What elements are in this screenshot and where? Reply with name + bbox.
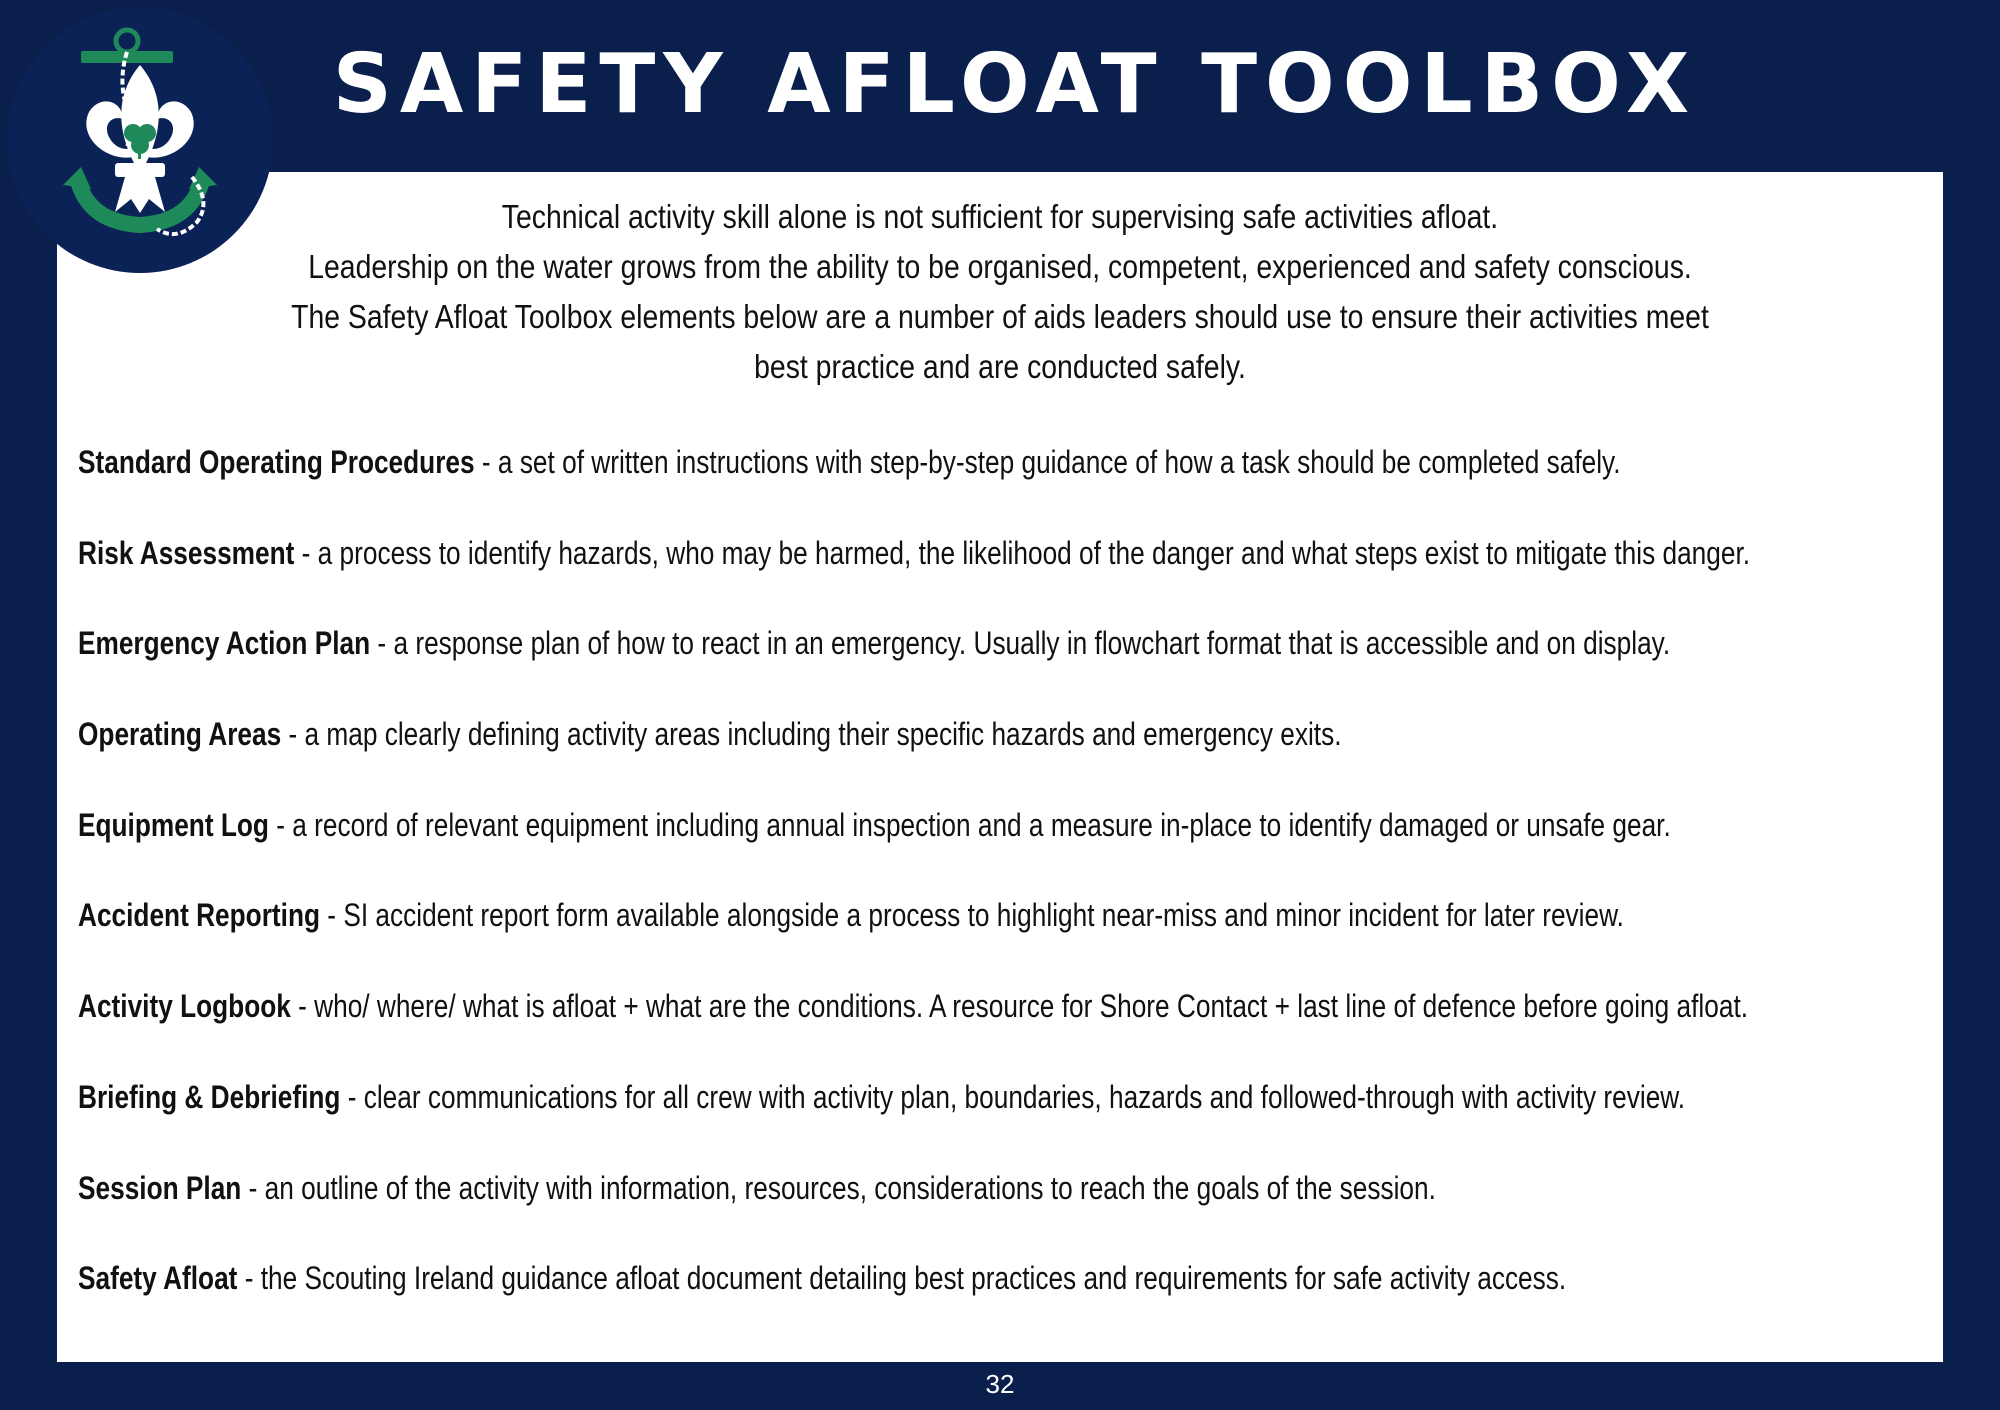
toolbox-list [78, 440, 1841, 1347]
item-description: - who/ where/ what is afloat + what are the conditions. A resource for Shore Contact + last line of defence before going afloat. [290, 988, 1749, 1025]
list-item [78, 1256, 1841, 1347]
list-item [78, 621, 1841, 712]
intro-line: The Safety Afloat Toolbox elements below are a number of aids leaders should use to ensure their activities meet [291, 298, 1709, 335]
item-description: - the Scouting Ireland guidance afloat document detailing best practices and requirements for safe activity access. [237, 1260, 1567, 1297]
item-term: Session Plan [78, 1169, 242, 1206]
list-item [78, 803, 1841, 894]
item-term: Standard Operating Procedures [78, 444, 475, 480]
intro-line: best practice and are conducted safely. [754, 348, 1246, 385]
list-item [78, 893, 1841, 984]
page-title: SAFETY AFLOAT TOOLBOX [332, 37, 1698, 132]
item-description: - a map clearly defining activity areas including their specific hazards and emergency exits. [281, 716, 1342, 753]
item-term: Operating Areas [78, 716, 282, 753]
scouting-ireland-sea-scouts-logo-icon [7, 7, 273, 273]
item-description: - an outline of the activity with information, resources, considerations to reach the goals of the session. [241, 1169, 1436, 1206]
item-description: - a process to identify hazards, who may be harmed, the likelihood of the danger and what steps exist to mitigate this danger. [294, 534, 1751, 571]
item-term: Safety Afloat [78, 1260, 238, 1297]
list-item [78, 984, 1841, 1075]
item-term: Emergency Action Plan [78, 625, 371, 662]
item-description: - a set of written instructions with step-by-step guidance of how a task should be completed safely. [474, 444, 1621, 480]
list-item [78, 531, 1841, 622]
item-term: Briefing & Debriefing [78, 1078, 341, 1115]
intro-line: Leadership on the water grows from the ability to be organised, competent, experienced and safety conscious. [308, 248, 1692, 285]
list-item [78, 712, 1841, 803]
list-item [78, 440, 1841, 531]
item-description: - SI accident report form available alongside a process to highlight near-miss and minor incident for later review. [320, 897, 1624, 934]
item-term: Activity Logbook [78, 988, 291, 1025]
item-description: - a record of relevant equipment including annual inspection and a measure in-place to identify damaged or unsafe gear. [268, 806, 1671, 843]
item-description: - clear communications for all crew with activity plan, boundaries, hazards and followed-through with activity review. [340, 1078, 1686, 1115]
list-item [78, 1166, 1841, 1257]
item-term: Equipment Log [78, 806, 269, 843]
item-term: Risk Assessment [78, 534, 295, 571]
intro-line: Technical activity skill alone is not sufficient for supervising safe activities afloat. [501, 198, 1499, 235]
item-term: Accident Reporting [78, 897, 321, 934]
intro-text [278, 192, 1723, 392]
page-number: 32 [985, 1369, 1015, 1399]
item-description: - a response plan of how to react in an emergency. Usually in flowchart format that is accessible and on display. [370, 625, 1671, 662]
list-item [78, 1075, 1841, 1166]
